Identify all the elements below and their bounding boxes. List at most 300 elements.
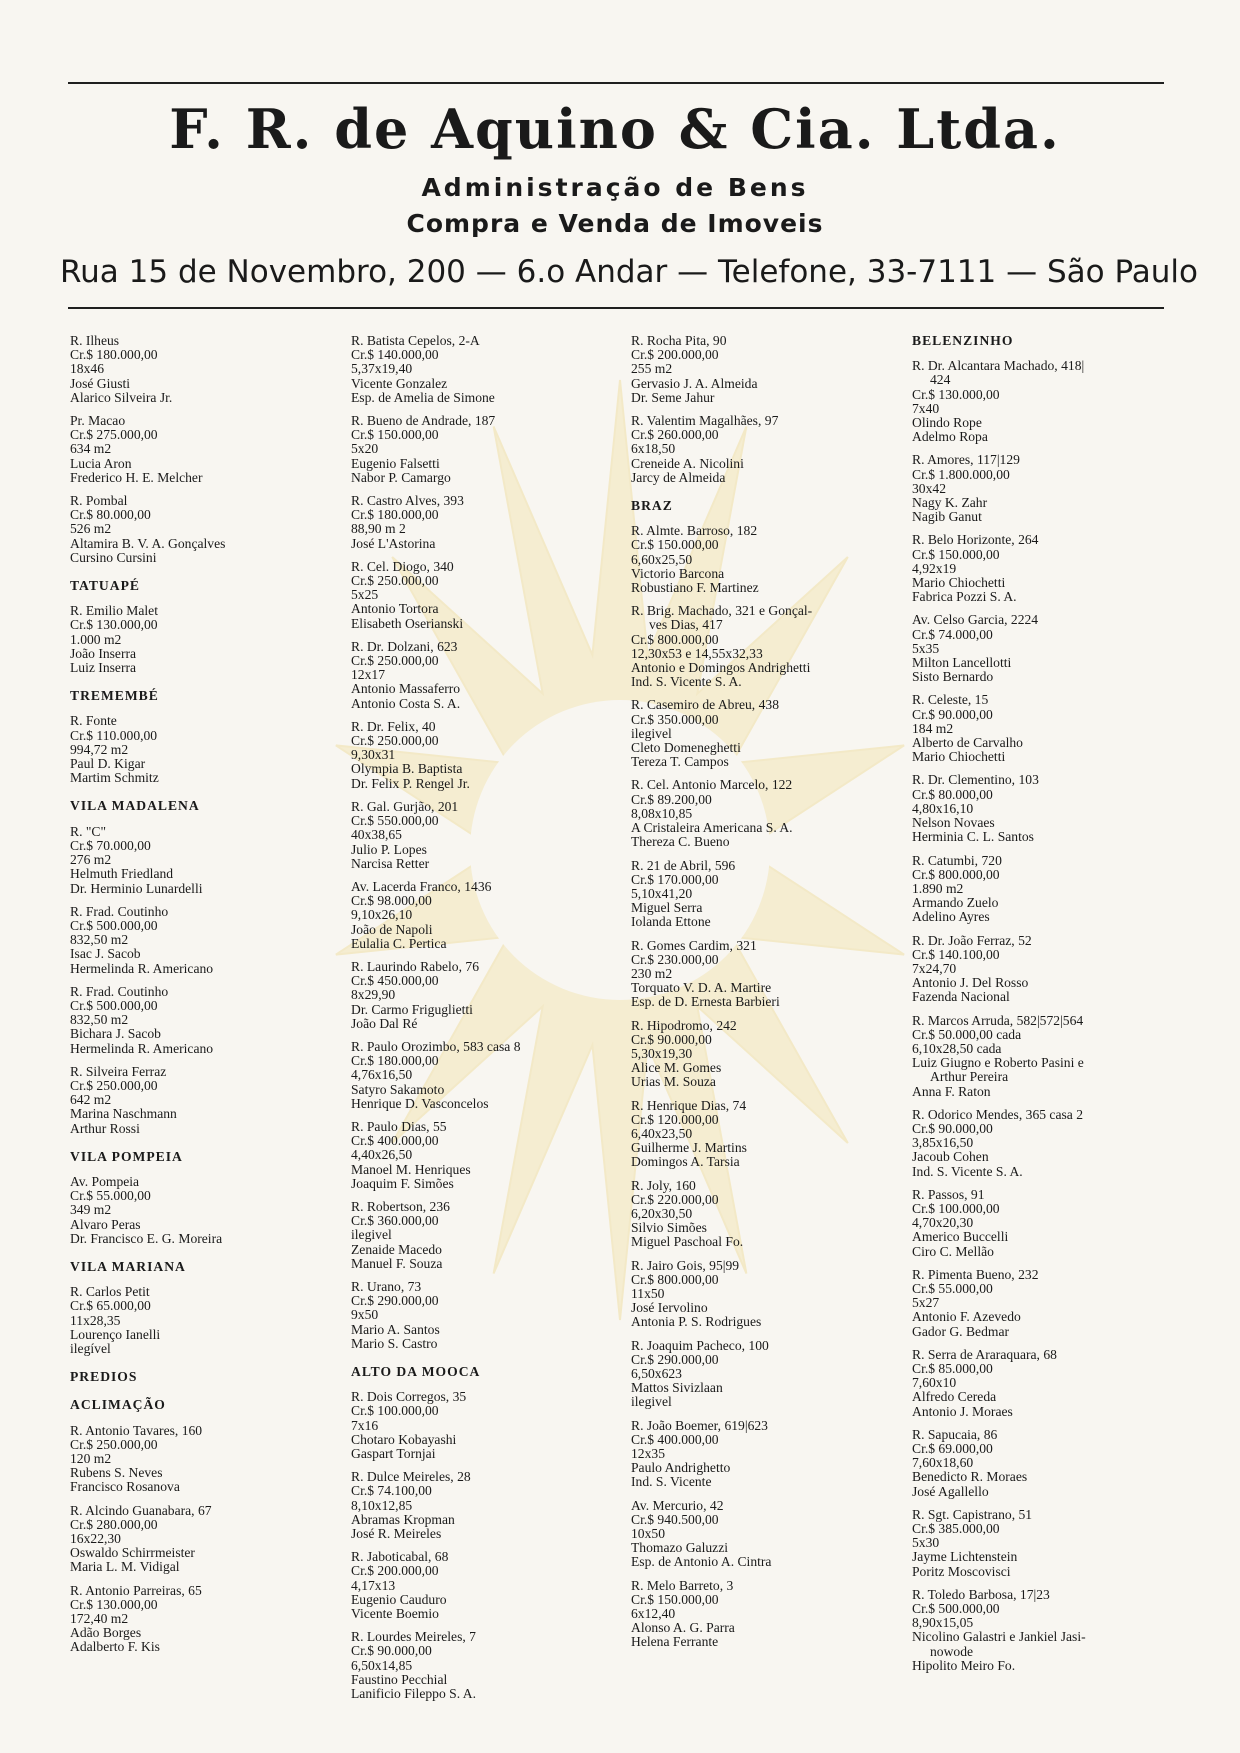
- listing-detail: Cr.$ 180.000,00: [70, 347, 158, 363]
- listing-address: Av. Lacerda Franco, 1436: [351, 878, 492, 894]
- listing-address: R. Frad. Coutinho: [70, 983, 169, 999]
- listing-detail: 5x35: [912, 640, 940, 656]
- listing-address: R. Silveira Ferraz: [70, 1063, 167, 1079]
- listing-address: R. Jairo Gois, 95|99: [631, 1257, 740, 1273]
- listing-detail: Alonso A. G. Parra: [631, 1620, 735, 1636]
- property-listing: [70, 1065, 332, 1136]
- property-listing: [70, 905, 332, 976]
- listing-address: R. Urano, 73: [351, 1278, 422, 1294]
- listing-address: R. Amores, 117|129: [912, 452, 1020, 468]
- listing-address: R. Passos, 91: [912, 1186, 985, 1202]
- property-listing: [631, 1499, 893, 1570]
- listing-detail: Cr.$ 250.000,00: [70, 1436, 158, 1452]
- listing-detail: Zenaide Macedo: [351, 1241, 442, 1257]
- listing-detail: Cr.$ 550.000,00: [351, 813, 439, 829]
- listing-address: R. Melo Barreto, 3: [631, 1577, 734, 1593]
- listing-detail: Ind. S. Vicente S. A.: [912, 1163, 1023, 1179]
- listing-detail: Mario S. Castro: [351, 1335, 438, 1351]
- listing-detail: 642 m2: [70, 1092, 112, 1108]
- listing-detail: 9,30x31: [351, 747, 396, 763]
- listing-detail: Cr.$ 200.000,00: [631, 347, 719, 363]
- listing-detail: Cr.$ 65.000,00: [70, 1298, 151, 1314]
- listing-address: R. Paulo Dias, 55: [351, 1118, 447, 1134]
- listing-address: R. Dr. Clementino, 103: [912, 772, 1039, 788]
- listing-detail: Cr.$ 260.000,00: [631, 427, 719, 443]
- listing-detail: Lourenço Ianelli: [70, 1326, 161, 1342]
- listing-address: R. Rocha Pita, 90: [631, 333, 727, 348]
- listing-detail: Dr. Seme Jahur: [631, 389, 715, 405]
- listing-detail: 1.000 m2: [70, 631, 122, 647]
- district-heading: BELENZINHO: [912, 333, 1014, 348]
- listing-address: R. 21 de Abril, 596: [631, 857, 736, 873]
- listing-detail: Henrique D. Vasconcelos: [351, 1095, 489, 1111]
- listing-detail: Miguel Serra: [631, 900, 703, 916]
- listing-detail: Cr.$ 100.000,00: [912, 1200, 1000, 1216]
- listing-detail: Nicolino Galastri e Jankiel Jasi-: [912, 1629, 1086, 1645]
- property-listing: [912, 1108, 1174, 1179]
- listing-detail: Cr.$ 110.000,00: [70, 727, 158, 743]
- listing-detail: Cr.$ 230.000,00: [631, 951, 719, 967]
- listing-address: R. Emilio Malet: [70, 603, 158, 619]
- property-listing: [351, 960, 613, 1031]
- listing-address: R. Ilheus: [70, 333, 120, 348]
- property-listing: [631, 698, 893, 769]
- listing-address: R. Hipodromo, 242: [631, 1017, 737, 1033]
- district-heading: PREDIOS: [70, 1369, 138, 1385]
- listing-detail: nowode: [930, 1643, 974, 1659]
- listing-detail: Alice M. Gomes: [631, 1060, 722, 1076]
- listing-detail: Maria L. M. Vidigal: [70, 1559, 180, 1575]
- listing-detail: Bichara J. Sacob: [70, 1026, 161, 1042]
- listing-detail: 12,30x53 e 14,55x32,33: [631, 645, 763, 661]
- property-listing: [912, 453, 1174, 524]
- property-listing: [351, 1200, 613, 1271]
- property-listing: [912, 693, 1174, 764]
- listing-column-2: [351, 334, 613, 1710]
- property-listing: [912, 773, 1174, 844]
- district-heading: ACLIMAÇÃO: [70, 1397, 166, 1413]
- listing-detail: Cr.$ 290.000,00: [631, 1351, 719, 1367]
- listing-detail: Cr.$ 98.000,00: [351, 893, 432, 909]
- listing-detail: 276 m2: [70, 852, 112, 868]
- property-listing: [631, 334, 893, 405]
- property-listing: [912, 1188, 1174, 1259]
- listing-address: Pr. Macao: [70, 413, 126, 429]
- listing-address: R. Almte. Barroso, 182: [631, 523, 758, 539]
- listing-detail: Cr.$ 90.000,00: [912, 706, 993, 722]
- listing-detail: Adão Borges: [70, 1625, 142, 1641]
- property-listing: [912, 613, 1174, 684]
- listing-detail: Jayme Lichtenstein: [912, 1549, 1018, 1565]
- listing-address: R. Dr. Dolzani, 623: [351, 638, 458, 654]
- listing-detail: Elisabeth Oserianski: [351, 615, 464, 631]
- listing-detail: 6x18,50: [631, 441, 676, 457]
- listing-detail: Thereza C. Bueno: [631, 834, 730, 850]
- listing-address: R. Joaquim Pacheco, 100: [631, 1337, 769, 1353]
- listing-detail: 6x12,40: [631, 1606, 676, 1622]
- top-rule: [68, 82, 1164, 84]
- listing-detail: Cr.$ 275.000,00: [70, 427, 158, 443]
- listing-detail: 9,10x26,10: [351, 907, 413, 923]
- listing-detail: 4,92x19: [912, 560, 957, 576]
- listing-detail: Abramas Kropman: [351, 1511, 455, 1527]
- listing-detail: 526 m2: [70, 521, 112, 537]
- listing-detail: 5x30: [912, 1535, 940, 1551]
- listing-address: R. Celeste, 15: [912, 692, 989, 708]
- listing-detail: José R. Meireles: [351, 1526, 442, 1542]
- listing-address: R. Catumbi, 720: [912, 852, 1002, 868]
- listing-detail: Benedicto R. Moraes: [912, 1469, 1028, 1485]
- listing-detail: Cr.$ 55.000,00: [912, 1280, 993, 1296]
- listing-detail: Domingos A. Tarsia: [631, 1154, 740, 1170]
- listing-detail: Cr.$ 450.000,00: [351, 973, 439, 989]
- listing-detail: José Giusti: [70, 375, 131, 391]
- property-listing: [912, 1348, 1174, 1419]
- listing-address: R. Carlos Petit: [70, 1284, 150, 1300]
- listing-detail: 9x50: [351, 1307, 379, 1323]
- listing-detail: 424: [930, 372, 951, 388]
- listing-address: R. Robertson, 236: [351, 1198, 450, 1214]
- listing-address: R. Laurindo Rabelo, 76: [351, 958, 479, 974]
- listing-detail: Hipolito Meiro Fo.: [912, 1657, 1016, 1673]
- listing-detail: Esp. de Antonio A. Cintra: [631, 1554, 772, 1570]
- listing-detail: Nelson Novaes: [912, 815, 995, 831]
- listing-detail: Cr.$ 55.000,00: [70, 1188, 151, 1204]
- listing-detail: 30x42: [912, 480, 946, 496]
- property-listing: [351, 1120, 613, 1191]
- listing-detail: Cr.$ 130.000,00: [70, 617, 158, 633]
- district-heading: BRAZ: [631, 498, 673, 514]
- property-listing: [70, 1285, 332, 1356]
- listing-detail: Creneide A. Nicolini: [631, 455, 744, 471]
- listing-detail: 255 m2: [631, 361, 673, 377]
- listing-detail: Isac J. Sacob: [70, 946, 141, 962]
- listing-address: R. Odorico Mendes, 365 casa 2: [912, 1106, 1084, 1122]
- listing-detail: 634 m2: [70, 441, 112, 457]
- listing-detail: Esp. de Amelia de Simone: [351, 389, 495, 405]
- listing-address: Av. Celso Garcia, 2224: [912, 612, 1039, 628]
- listing-detail: Paulo Andrighetto: [631, 1460, 731, 1476]
- listing-detail: 994,72 m2: [70, 741, 129, 757]
- listing-detail: 7x40: [912, 400, 940, 416]
- listing-detail: Gaspart Tornjai: [351, 1446, 436, 1462]
- listing-detail: Gervasio J. A. Almeida: [631, 375, 758, 391]
- listing-detail: Cr.$ 90.000,00: [351, 1643, 432, 1659]
- listing-detail: Antonio e Domingos Andrighetti: [631, 660, 811, 676]
- listing-detail: Thomazo Galuzzi: [631, 1540, 729, 1556]
- listing-detail: Fazenda Nacional: [912, 989, 1010, 1005]
- listing-detail: Cr.$ 89.200,00: [631, 791, 712, 807]
- property-listing: [912, 1428, 1174, 1499]
- property-listing: [351, 1280, 613, 1351]
- listing-address: R. Bueno de Andrade, 187: [351, 413, 496, 429]
- listing-detail: Dr. Carmo Friguglietti: [351, 1001, 473, 1017]
- listing-address: R. Antonio Tavares, 160: [70, 1422, 203, 1438]
- district-heading: TREMEMBÉ: [70, 688, 159, 704]
- listing-detail: Rubens S. Neves: [70, 1465, 163, 1481]
- listing-detail: 8,90x15,05: [912, 1615, 974, 1631]
- property-listing: [351, 720, 613, 791]
- listing-detail: Antonio F. Azevedo: [912, 1309, 1021, 1325]
- listing-detail: ilegível: [70, 1340, 111, 1356]
- listing-column-3: [631, 334, 893, 1659]
- listing-detail: Cr.$ 74.100,00: [351, 1483, 432, 1499]
- listing-detail: 7x24,70: [912, 960, 957, 976]
- listing-address: R. Cel. Diogo, 340: [351, 558, 454, 574]
- listing-detail: Esp. de D. Ernesta Barbieri: [631, 994, 780, 1010]
- listing-detail: 7,60x10: [912, 1375, 957, 1391]
- listing-detail: Adalberto F. Kis: [70, 1639, 160, 1655]
- listing-address: R. Valentim Magalhães, 97: [631, 413, 779, 429]
- listing-detail: Faustino Pecchial: [351, 1671, 448, 1687]
- listing-address: R. Gal. Gurjão, 201: [351, 798, 459, 814]
- listing-detail: Nagy K. Zahr: [912, 495, 988, 511]
- listing-detail: Cr.$ 385.000,00: [912, 1521, 1000, 1537]
- property-listing: [912, 1268, 1174, 1339]
- listing-address: R. Gomes Cardim, 321: [631, 937, 757, 953]
- listing-detail: Antonio Costa S. A.: [351, 695, 461, 711]
- listing-address: R. Belo Horizonte, 264: [912, 532, 1039, 548]
- listing-detail: 184 m2: [912, 720, 954, 736]
- listing-detail: Antonio J. Moraes: [912, 1403, 1013, 1419]
- listing-detail: Poritz Moscovisci: [912, 1563, 1011, 1579]
- listing-address: R. Henrique Dias, 74: [631, 1097, 747, 1113]
- listing-detail: 4,70x20,30: [912, 1215, 974, 1231]
- listing-detail: Dr. Francisco E. G. Moreira: [70, 1230, 223, 1246]
- listing-detail: Hermelinda R. Americano: [70, 1040, 214, 1056]
- listing-detail: Anna F. Raton: [912, 1083, 991, 1099]
- listing-address: R. Sapucaia, 86: [912, 1426, 998, 1442]
- listing-detail: Paul D. Kigar: [70, 756, 146, 772]
- property-listing: [351, 1390, 613, 1461]
- property-listing: [351, 640, 613, 711]
- property-listing: [351, 1470, 613, 1541]
- listing-detail: Mario A. Santos: [351, 1321, 440, 1337]
- listing-detail: 8x29,90: [351, 987, 396, 1003]
- listing-detail: Cr.$ 500.000,00: [70, 917, 158, 933]
- listing-detail: 832,50 m2: [70, 932, 129, 948]
- district-heading: VILA MARIANA: [70, 1258, 186, 1274]
- property-listing: [70, 1504, 332, 1575]
- property-listing: [70, 494, 332, 565]
- listing-address: R. Lourdes Meireles, 7: [351, 1629, 476, 1645]
- district-heading: ALTO DA MOOCA: [351, 1364, 481, 1379]
- listing-detail: Robustiano F. Martinez: [631, 580, 759, 596]
- listing-detail: 12x17: [351, 667, 385, 683]
- listing-detail: José L'Astorina: [351, 535, 436, 551]
- listing-detail: 172,40 m2: [70, 1611, 129, 1627]
- listing-detail: Mario Chiochetti: [912, 575, 1006, 591]
- listing-address: R. Frad. Coutinho: [70, 903, 169, 919]
- listing-detail: ilegivel: [631, 1394, 672, 1410]
- listing-detail: Satyro Sakamoto: [351, 1081, 445, 1097]
- listing-detail: 832,50 m2: [70, 1012, 129, 1028]
- listing-detail: Cleto Domeneghetti: [631, 740, 741, 756]
- listing-detail: Ciro C. Mellão: [912, 1243, 994, 1259]
- listing-detail: Torquato V. D. A. Martire: [631, 980, 772, 996]
- listing-detail: Ind. S. Vicente: [631, 1474, 712, 1490]
- listing-detail: Cr.$ 290.000,00: [351, 1293, 439, 1309]
- listing-detail: Oswaldo Schirrmeister: [70, 1545, 195, 1561]
- property-listing: [912, 1014, 1174, 1099]
- listing-detail: 11x50: [631, 1285, 665, 1301]
- listing-detail: Cr.$ 85.000,00: [912, 1361, 993, 1376]
- property-listing: [351, 1630, 613, 1701]
- property-listing: [351, 800, 613, 871]
- listing-detail: Silvio Simões: [631, 1220, 707, 1236]
- property-listing: [351, 1040, 613, 1111]
- listing-detail: Cr.$ 250.000,00: [351, 733, 439, 749]
- property-listing: [912, 854, 1174, 925]
- listing-detail: João Dal Ré: [351, 1015, 418, 1031]
- listing-detail: Vicente Boemio: [351, 1606, 439, 1622]
- listing-detail: Herminia C. L. Santos: [912, 829, 1034, 845]
- listing-detail: 7,60x18,60: [912, 1455, 974, 1471]
- property-listing: [631, 1019, 893, 1090]
- listing-detail: Mario Chiochetti: [912, 749, 1006, 765]
- property-listing: [351, 880, 613, 951]
- listing-detail: 3,85x16,50: [912, 1135, 974, 1151]
- listing-detail: 11x28,35: [70, 1312, 121, 1328]
- listing-detail: Jarcy de Almeida: [631, 469, 726, 485]
- listing-detail: Cr.$ 150.000,00: [351, 427, 439, 443]
- listing-detail: Alfredo Cereda: [912, 1389, 997, 1405]
- listing-detail: Antonio Tortora: [351, 601, 439, 617]
- listing-detail: 5,10x41,20: [631, 885, 693, 901]
- listing-detail: Adelino Ayres: [912, 909, 990, 925]
- listing-detail: 5x27: [912, 1295, 940, 1311]
- property-listing: [631, 1099, 893, 1170]
- listing-detail: Miguel Paschoal Fo.: [631, 1234, 744, 1250]
- listing-detail: Cr.$ 800.000,00: [912, 866, 1000, 882]
- listing-detail: Cr.$ 130.000,00: [912, 386, 1000, 402]
- listing-column-1: [70, 334, 332, 1664]
- listing-detail: Victorio Barcona: [631, 565, 725, 581]
- listing-detail: 6,10x28,50 cada: [912, 1040, 1002, 1056]
- address-line: Rua 15 de Novembro, 200 — 6.o Andar — Telefone, 33-7111 — São Paulo: [60, 254, 1198, 290]
- listing-address: R. Batista Cepelos, 2-A: [351, 333, 480, 348]
- listing-detail: José Iervolino: [631, 1300, 708, 1316]
- listing-detail: 6,20x30,50: [631, 1205, 693, 1221]
- property-listing: [351, 494, 613, 551]
- district-heading: VILA POMPEIA: [70, 1148, 183, 1164]
- listing-address: R. João Boemer, 619|623: [631, 1417, 768, 1433]
- listing-detail: Manuel F. Souza: [351, 1255, 443, 1271]
- listing-detail: Guilherme J. Martins: [631, 1140, 747, 1156]
- listing-detail: 120 m2: [70, 1451, 112, 1466]
- listing-address: R. Marcos Arruda, 582|572|564: [912, 1012, 1084, 1028]
- listing-detail: Helmuth Friedland: [70, 866, 174, 882]
- listing-detail: Cr.$ 180.000,00: [351, 507, 439, 523]
- listing-detail: Alberto de Carvalho: [912, 735, 1023, 751]
- listing-address: R. Pimenta Bueno, 232: [912, 1266, 1039, 1282]
- listing-detail: 6,60x25,50: [631, 551, 693, 567]
- listing-address: R. Paulo Orozimbo, 583 casa 8: [351, 1038, 521, 1054]
- listing-detail: Cr.$ 220.000,00: [631, 1191, 719, 1207]
- listing-address: R. Alcindo Guanabara, 67: [70, 1502, 212, 1518]
- listing-detail: 349 m2: [70, 1202, 112, 1218]
- listing-address: R. Cel. Antonio Marcelo, 122: [631, 777, 793, 793]
- listing-detail: 18x46: [70, 361, 104, 377]
- property-listing: [912, 934, 1174, 1005]
- property-listing: [70, 604, 332, 675]
- listing-detail: Cr.$ 130.000,00: [70, 1596, 158, 1612]
- listing-address: R. Dr. Felix, 40: [351, 718, 436, 734]
- listing-detail: Americo Buccelli: [912, 1229, 1009, 1245]
- property-listing: [70, 714, 332, 785]
- listing-detail: Helena Ferrante: [631, 1634, 719, 1650]
- listing-detail: Dr. Felix P. Rengel Jr.: [351, 775, 470, 791]
- property-listing: [70, 334, 332, 405]
- listing-detail: 230 m2: [631, 965, 673, 981]
- listing-address: R. Dr. Alcantara Machado, 418|: [912, 358, 1085, 374]
- listing-detail: Cr.$ 500.000,00: [70, 997, 158, 1013]
- listing-detail: 8,10x12,85: [351, 1497, 413, 1513]
- listing-detail: Arthur Pereira: [930, 1069, 1009, 1085]
- listing-detail: Julio P. Lopes: [351, 841, 427, 857]
- listing-detail: Alvaro Peras: [70, 1216, 141, 1232]
- listing-detail: Cr.$ 400.000,00: [351, 1133, 439, 1149]
- listing-detail: Dr. Herminio Lunardelli: [70, 880, 203, 896]
- listing-detail: Narcisa Retter: [351, 855, 430, 871]
- listing-detail: Mattos Sivizlaan: [631, 1380, 723, 1396]
- listing-address: R. Toledo Barbosa, 17|23: [912, 1586, 1050, 1602]
- property-listing: [70, 985, 332, 1056]
- listing-detail: 5x25: [351, 587, 379, 603]
- district-heading: VILA MADALENA: [70, 798, 200, 814]
- listing-detail: 6,40x23,50: [631, 1125, 693, 1141]
- listing-address: R. "C": [70, 823, 107, 839]
- listing-detail: Cr.$ 350.000,00: [631, 711, 719, 727]
- listing-detail: Cr.$ 100.000,00: [351, 1403, 439, 1419]
- listing-detail: Lucia Aron: [70, 455, 132, 471]
- property-listing: [70, 1424, 332, 1495]
- listing-detail: Cr.$ 250.000,00: [351, 653, 439, 669]
- listing-detail: Antonia P. S. Rodrigues: [631, 1314, 762, 1330]
- listing-detail: Cursino Cursini: [70, 549, 157, 565]
- listing-detail: Cr.$ 150.000,00: [631, 537, 719, 553]
- listing-address: R. Dois Corregos, 35: [351, 1389, 467, 1405]
- listing-detail: Altamira B. V. A. Gonçalves: [70, 535, 226, 551]
- listing-detail: 7x16: [351, 1417, 379, 1433]
- listing-detail: Cr.$ 500.000,00: [912, 1601, 1000, 1617]
- listing-address: R. Jaboticabal, 68: [351, 1549, 449, 1565]
- listing-detail: Jacoub Cohen: [912, 1149, 989, 1165]
- listing-address: Av. Pompeia: [70, 1173, 140, 1189]
- property-listing: [631, 1419, 893, 1490]
- listing-detail: Cr.$ 1.800.000,00: [912, 466, 1010, 482]
- property-listing: [351, 560, 613, 631]
- listing-detail: 4,40x26,50: [351, 1147, 413, 1163]
- listing-detail: Cr.$ 800.000,00: [631, 631, 719, 647]
- property-listing: [631, 778, 893, 849]
- listing-detail: 5,37x19,40: [351, 361, 413, 377]
- listing-address: R. Brig. Machado, 321 e Gonçal-: [631, 603, 813, 619]
- listing-detail: Cr.$ 940.500,00: [631, 1511, 719, 1527]
- listing-detail: Vicente Gonzalez: [351, 375, 448, 391]
- listing-detail: Eulalia C. Pertica: [351, 935, 447, 951]
- listing-detail: Cr.$ 250.000,00: [351, 573, 439, 589]
- listing-detail: Cr.$ 90.000,00: [912, 1120, 993, 1136]
- property-listing: [70, 414, 332, 485]
- listing-address: R. Antonio Parreiras, 65: [70, 1582, 202, 1598]
- listing-detail: Nagib Ganut: [912, 509, 982, 525]
- listing-detail: Frederico H. E. Melcher: [70, 469, 203, 485]
- listing-detail: ves Dias, 417: [649, 617, 723, 633]
- subtitle-administration: Administração de Bens: [421, 173, 809, 202]
- listing-detail: 4,80x16,10: [912, 800, 974, 816]
- listing-detail: Marina Naschmann: [70, 1106, 177, 1122]
